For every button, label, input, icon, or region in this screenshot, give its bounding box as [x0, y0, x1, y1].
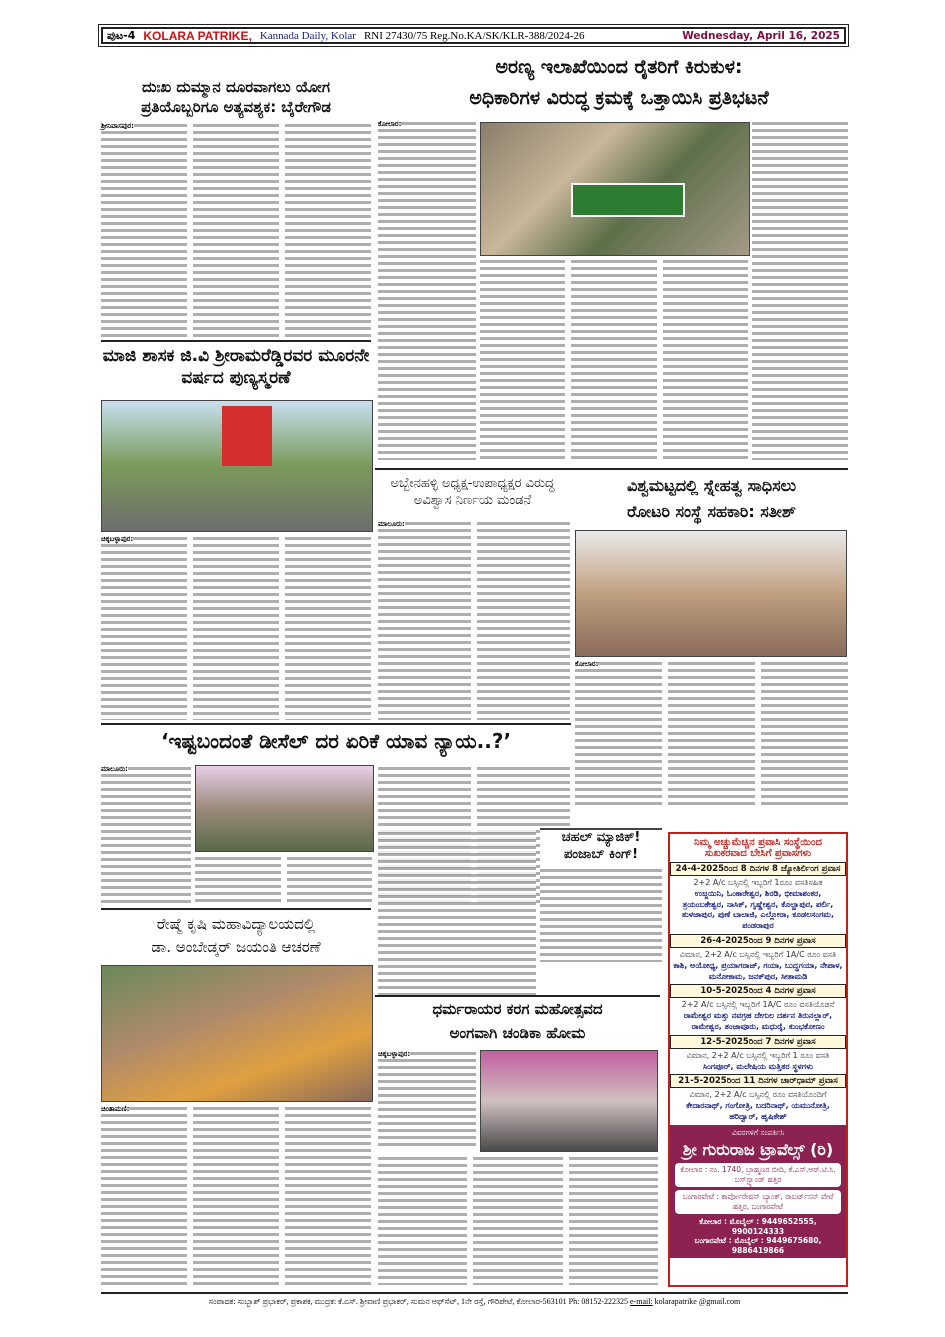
dateline: ಮಾಲೂರು:	[378, 520, 405, 528]
tour-date: 12-5-2025ರಿಂದ 7 ದಿನಗಳ ಪ್ರವಾಸ	[670, 1035, 846, 1049]
headline-chahal-1: ಚಹಲ್ ಮ್ಯಾಜಿಕ್!	[561, 830, 641, 845]
footer-imprint: ಸಂಪಾದಕ: ಸುಬ್ಬಾಶ್ ಪ್ರಭಾಕರ್, ಪ್ರಕಾಶಕ, ಮುದ್ರಕ: ಕೆ.ಎಸ್. ಶ್ರೀವಾಣಿ ಪ್ರಭಾಕರ್, ಸುಮನ ಆಫ್‌ಸೆಟ್, 1ನೇ ರಸ್ತೆ, ಗೌರಿಪೇಟೆ, ಕೋಲಾರ-563101 Ph: 08152-222325 e-mail: kolarapatrike @gmail.com	[101, 1292, 848, 1307]
headline-karaga-1: ಧರ್ಮರಾಯರ ಕರಗ ಮಹೋತ್ಸವದ	[432, 1000, 603, 1018]
article-body	[378, 520, 570, 720]
ad-title: ನಿಮ್ಮ ಅಚ್ಚುಮೆಚ್ಚಿನ ಪ್ರವಾಸಿ ಸಂಸ್ಥೆಯಿಂದ ಸುಖಕರವಾದ ಬೇಸಿಗೆ ಪ್ರವಾಸಗಳು	[694, 837, 822, 859]
article-body	[195, 855, 372, 905]
tour-places: ಸಿಂಗಪೂರ್, ಮಲೇಷಿಯ ಮತ್ತಿತರ ಸ್ಥಳಗಳು	[703, 1061, 813, 1071]
diesel-photo	[195, 765, 374, 852]
subtitle: Kannada Daily, Kolar	[259, 29, 356, 42]
dateline: ಮಾಲೂರು:	[101, 765, 128, 773]
dateline: ಚಿಕ್ಕಬಳ್ಳಾಪುರ:	[378, 1050, 411, 1058]
ad-contact: ವಿವರಗಳಿಗೆ ಸಂಪರ್ಕಿಸಿ ಶ್ರೀ ಗುರುರಾಜ ಟ್ರಾವೆಲ್ಸ್ (ರಿ) ಕೋಲಾರ : ನಂ. 1740, ಬ್ರಾಹ್ಮಣರ ಬೀದಿ, ಕೆ.ಎಸ್.ಆರ್.ಟಿ.ಸಿ. ಬಸ್‌ಸ್ಟ್ಯಾಂಡ್ ಹತ್ತಿರ ಬಂಗಾರಪೇಟೆ : ಕಾರ್ಪೋರೇಷನ್ ಬ್ಯಾಂಕ್, ರಾಬರ್ಟ್‌ಸನ್ ಪೇಟೆ ಹತ್ತಿರ, ಬಂಗಾರಪೇಟೆ ಕೋಲಾರ : ಮೊಬೈಲ್ : 9449652555, 9900124333 ಬಂಗಾರಪೇಟೆ : ಮೊಬೈಲ್ : 9449675680, 9886419866	[670, 1125, 846, 1258]
headline-rotary-2: ರೋಟರಿ ಸಂಸ್ಥೆ ಸಹಕಾರಿ: ಸತೀಶ್	[627, 502, 796, 521]
address-bangarpet: ಬಂಗಾರಪೇಟೆ : ಕಾರ್ಪೋರೇಷನ್ ಬ್ಯಾಂಕ್, ರಾಬರ್ಟ್‌ಸನ್ ಪೇಟೆ ಹತ್ತಿರ, ಬಂಗಾರಪೇಟೆ	[675, 1190, 841, 1214]
dateline: ಚಿಂತಾಮಣಿ:	[101, 1105, 130, 1113]
headline-forest-1: ಅರಣ್ಯ ಇಲಾಖೆಯಿಂದ ರೈತರಿಗೆ ಕಿರುಕುಳ:	[495, 56, 743, 78]
issue-date: Wednesday, April 16, 2025	[682, 29, 840, 42]
headline-forest-2: ಅಧಿಕಾರಿಗಳ ವಿರುದ್ಧ ಕ್ರಮಕ್ಕೆ ಒತ್ತಾಯಿಸಿ ಪ್ರತಿಭಟನೆ	[469, 87, 769, 109]
phone-kolar: ಕೋಲಾರ : ಮೊಬೈಲ್ : 9449652555, 9900124333	[699, 1216, 817, 1236]
tour-date: 26-4-2025ರಿಂದ 9 ದಿನಗಳ ಪ್ರವಾಸ	[670, 934, 846, 948]
rotary-photo	[575, 530, 847, 657]
tour-places: ರಾಮೇಶ್ವರ ಮತ್ತು ನವಗ್ರಹ ದೇಗುಲ ದರ್ಶನ ತಿರುನಲ್ಲಾರ್, ರಾಮೇಶ್ವರ, ತಂಜಾವೂರು, ಮಧುರೈ, ಕುಂಭಕೋಣಂ	[683, 1011, 833, 1031]
tour-places: ಕಾಶಿ, ಅಯೋಧ್ಯ, ಪ್ರಯಾಗರಾಜ್, ಗಯಾ, ಬುದ್ಧಗಯಾ, ನೇಪಾಳ, ಮನೋಕಾಮ, ಜನಕ್‌ಪುರ, ಸೀತಾಮಡಿ	[673, 960, 843, 981]
headline-rotary-1: ವಿಶ್ವಮಟ್ಟದಲ್ಲಿ ಸ್ನೇಹತ್ವ ಸಾಧಿಸಲು	[626, 476, 797, 495]
article-body	[101, 1105, 371, 1285]
article-body	[752, 120, 848, 460]
dateline: ಶ್ರೀನಿವಾಸಪುರ:	[101, 122, 134, 130]
protest-photo	[480, 122, 750, 256]
article-body	[101, 122, 371, 337]
article-body	[378, 830, 536, 995]
page-number: ಪುಟ-4	[107, 28, 136, 42]
headline-yoga: ದುಃಖ ದುಮ್ಮಾನ ದೂರವಾಗಲು ಯೋಗ ಪ್ರತಿಯೊಬ್ಬರಿಗೂ ಅತ್ಯವಶ್ಯಕ: ಬೈರೇಗೌಡ	[141, 78, 331, 116]
email-link[interactable]: kolarapatrike @gmail.com	[654, 1297, 741, 1306]
tour-places: ಕೇದಾರನಾಥ್, ಗಂಗೋತ್ರಿ, ಬದರಿನಾಥ್, ಯಮುನೋತ್ರಿ, ಹರಿದ್ವಾರ್, ಹೃಷಿಕೇಶ್	[686, 1101, 830, 1121]
address-kolar: ಕೋಲಾರ : ನಂ. 1740, ಬ್ರಾಹ್ಮಣರ ಬೀದಿ, ಕೆ.ಎಸ್.ಆರ್.ಟಿ.ಸಿ. ಬಸ್‌ಸ್ಟ್ಯಾಂಡ್ ಹತ್ತಿರ	[675, 1163, 841, 1187]
memorial-photo	[101, 400, 373, 532]
article-body	[101, 535, 371, 720]
travel-advertisement	[668, 832, 848, 1287]
tour-date: 24-4-2025ರಿಂದ 8 ದಿನಗಳ 8 ಜ್ಯೋತಿರ್ಲಿಂಗ ಪ್ರವಾಸ	[670, 862, 846, 876]
dateline: ಚಿಕ್ಕಬಳ್ಳಾಪುರ:	[101, 535, 134, 543]
headline-silk-2: ಡಾ. ಅಂಬೇಡ್ಕರ್ ಜಯಂತಿ ಆಚರಣೆ	[151, 938, 321, 956]
tour-date: 21-5-2025ರಿಂದ 11 ದಿನಗಳ ಚಾರ್‌ಧಾಮ್ ಪ್ರವಾಸ	[670, 1074, 846, 1088]
headline-diesel: ‘ಇಷ್ಟಬಂದಂತೆ ಡೀಸೆಲ್ ದರ ಏರಿಕೆ ಯಾವ ನ್ಯಾಯ..?’	[160, 729, 512, 753]
headline-chahal-2: ಪಂಜಾಬ್ ಕಿಂಗ್!	[563, 846, 639, 862]
dateline: ಕೋಲಾರ:	[575, 660, 599, 668]
headline-silk-1: ರೇಷ್ಮೆ ಕೃಷಿ ಮಹಾವಿದ್ಯಾಲಯದಲ್ಲಿ	[156, 915, 316, 933]
silk-photo	[101, 965, 373, 1102]
registration: RNI 27430/75 Reg.No.KA/SK/KLR-388/2024-26	[363, 29, 585, 42]
headline-memorial: ಮಾಜಿ ಶಾಸಕ ಜಿ.ವಿ ಶ್ರೀರಾಮರೆಡ್ಡಿರವರ ಮೂರನೇ ವರ್ಷದ ಪುಣ್ಯಸ್ಮರಣೆ	[102, 346, 370, 389]
company-name: ಶ್ರೀ ಗುರುರಾಜ ಟ್ರಾವೆಲ್ಸ್ (ರಿ)	[682, 1139, 834, 1159]
dateline: ಕೋಲಾರ:	[378, 120, 402, 128]
tour-places: ಉಜ್ಜಯಿನಿ, ಓಂಕಾರೇಶ್ವರ, ಶಿರಡಿ, ಭೀಮಾಶಂಕರ, ತ್ರಯಂಬಕೇಶ್ವರ, ನಾಸಿಕ್, ಗೃಷ್ಣೇಶ್ವರ, ಕೊಲ್ಹಾಪುರ, ಪರ್ಲಿ, ತುಳಜಾಪುರ, ಪುಣೆ ಬಾಲಾಜಿ, ಎಲ್ಲೋರಾ, ಕೂಡಲಸಂಗಮ, ಪಂಡರಾಪುರ	[681, 888, 835, 931]
brand: KOLARA PATRIKE,	[143, 28, 252, 43]
article-body	[378, 1155, 658, 1285]
headline-abbenahalli: ಅಬ್ಬೇನಹಳ್ಳಿ ಅಧ್ಯಕ್ಷ-ಉಪಾಧ್ಯಕ್ಷರ ವಿರುದ್ಧ ಅವಿಶ್ವಾಸ ನಿರ್ಣಯ ಮಂಡನೆ	[390, 476, 555, 508]
phone-bangarpet: ಬಂಗಾರಪೇಟೆ : ಮೊಬೈಲ್ : 9449675680, 9886419866	[694, 1235, 822, 1255]
article-body	[480, 258, 748, 463]
masthead	[101, 27, 846, 44]
article-body	[378, 120, 476, 460]
article-body	[101, 765, 191, 905]
tour-list: 24-4-2025ರಿಂದ 8 ದಿನಗಳ 8 ಜ್ಯೋತಿರ್ಲಿಂಗ ಪ್ರವಾಸ 2+2 A/c ಬಸ್ಸಿನಲ್ಲಿ ಇಬ್ಬರಿಗೆ 1ರೂಂ ವಸತಿಸಹಿತ ಉಜ್ಜಯಿನಿ, ಓಂಕಾರೇಶ್ವರ, ಶಿರಡಿ, ಭೀಮಾಶಂಕರ, ತ್ರಯಂಬಕೇಶ್ವರ, ನಾಸಿಕ್, ಗೃಷ್ಣೇಶ್ವರ, ಕೊಲ್ಹಾಪುರ, ಪರ್ಲಿ, ತುಳಜಾಪುರ, ಪುಣೆ ಬಾಲಾಜಿ, ಎಲ್ಲೋರಾ, ಕೂಡಲಸಂಗಮ, ಪಂಡರಾಪುರ 26-4-2025ರಿಂದ 9 ದಿನಗಳ ಪ್ರವಾಸ ವಿಮಾನ, 2+2 A/c ಬಸ್ಸಿನಲ್ಲಿ ಇಬ್ಬರಿಗೆ 1A/C ರೂಂ ವಸತಿ ಕಾಶಿ, ಅಯೋಧ್ಯ, ಪ್ರಯಾಗರಾಜ್, ಗಯಾ, ಬುದ್ಧಗಯಾ, ನೇಪಾಳ, ಮನೋಕಾಮ, ಜನಕ್‌ಪುರ, ಸೀತಾಮಡಿ 10-5-2025ರಿಂದ 4 ದಿನಗಳ ಪ್ರವಾಸ 2+2 A/c ಬಸ್ಸಿನಲ್ಲಿ ಇಬ್ಬರಿಗೆ 1A/C ರೂಂ ವಸತಿಯೊಡನೆ ರಾಮೇಶ್ವರ ಮತ್ತು ನವಗ್ರಹ ದೇಗುಲ ದರ್ಶನ ತಿರುನಲ್ಲಾರ್, ರಾಮೇಶ್ವರ, ತಂಜಾವೂರು, ಮಧುರೈ, ಕುಂಭಕೋಣಂ 12-5-2025ರಿಂದ 7 ದಿನಗಳ ಪ್ರವಾಸ ವಿಮಾನ, 2+2 A/c ಬಸ್ಸಿನಲ್ಲಿ ಇಬ್ಬರಿಗೆ 1 ರೂಂ ವಸತಿ ಸಿಂಗಪೂರ್, ಮಲೇಷಿಯ ಮತ್ತಿತರ ಸ್ಥಳಗಳು 21-5-2025ರಿಂದ 11 ದಿನಗಳ ಚಾರ್‌ಧಾಮ್ ಪ್ರವಾಸ ವಿಮಾನ, 2+2 A/c ಬಸ್ಸಿನಲ್ಲಿ ರೂಂ ವಸತಿಯೊಂದಿಗೆ ಕೇದಾರನಾಥ್, ಗಂಗೋತ್ರಿ, ಬದರಿನಾಥ್, ಯಮುನೋತ್ರಿ, ಹರಿದ್ವಾರ್, ಹೃಷಿಕೇಶ್	[670, 862, 846, 1125]
chahal-box	[540, 828, 662, 962]
headline-karaga-2: ಅಂಗವಾಗಿ ಚಂಡಿಕಾ ಹೋಮ	[449, 1024, 586, 1042]
tour-date: 10-5-2025ರಿಂದ 4 ದಿನಗಳ ಪ್ರವಾಸ	[670, 984, 846, 998]
article-body	[378, 1050, 476, 1150]
article-body	[575, 660, 848, 805]
karaga-photo	[480, 1050, 658, 1152]
